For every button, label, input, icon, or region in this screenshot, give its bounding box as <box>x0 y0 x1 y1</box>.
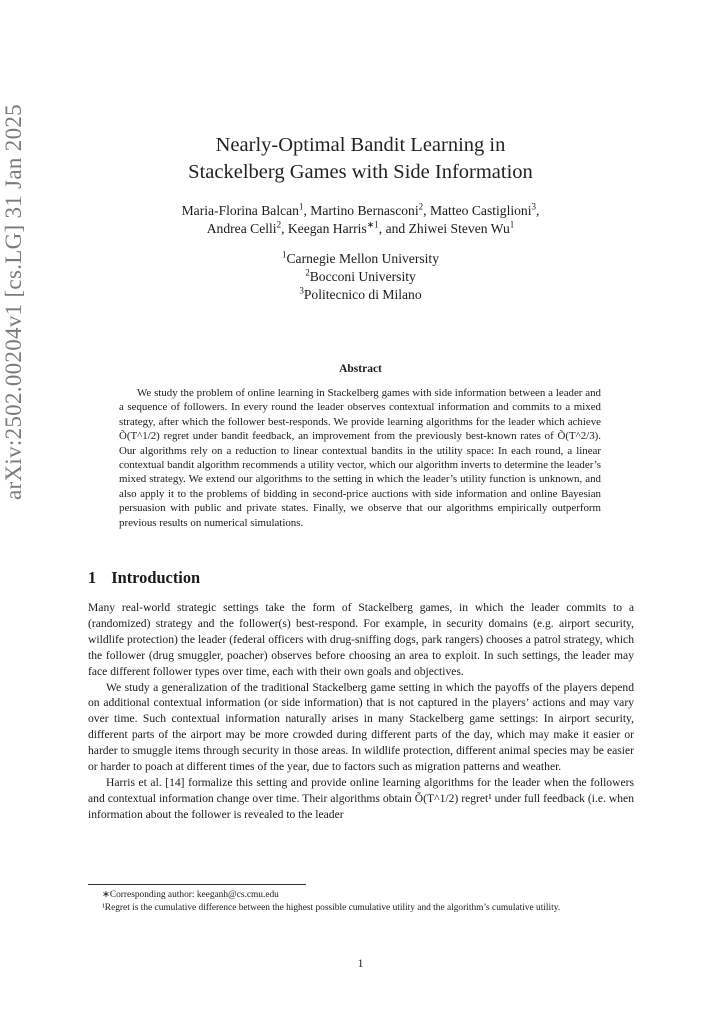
title-line-1: Nearly-Optimal Bandit Learning in <box>215 134 506 156</box>
paragraph: We study a generalization of the traditional Stackelberg game setting in which the payoffs of the players depend on additional contextual information (or side information) that is not captured in the players’ actions and may vary over time. Such contextual information naturally arises in many Stackelberg game settings: In airport security, different parts of the airport may be more crowded during different parts of the day, which may make it easier or harder to smuggle items through security in those areas. In wildlife protection, different animal species may be easier or harder to poach at different times of the year, due to factors such as migration patterns and weather. <box>88 680 634 774</box>
author-line-1: Maria-Florina Balcan$^1$, Martino Bernasconi$^2$, Matteo Castiglioni$^3$, <box>181 201 540 218</box>
author-name: Maria-Florina Balcan <box>181 203 299 218</box>
arxiv-identifier: arXiv:2502.00204v1 [cs.LG] 31 Jan 2025 <box>1 104 26 500</box>
affiliations <box>0 250 721 304</box>
author-name: Martino Bernasconi <box>310 203 419 218</box>
footnote-rule <box>88 884 306 885</box>
section-heading <box>88 568 200 588</box>
title-line-2: Stackelberg Games with Side Information <box>188 161 533 183</box>
section-title: Introduction <box>111 568 201 587</box>
section-body <box>88 600 634 823</box>
section-number: 1 <box>88 568 97 587</box>
author-name: Andrea Celli <box>206 221 277 236</box>
paragraph: Many real-world strategic settings take the form of Stackelberg games, in which the leader commits to a (randomized) strategy and the follower(s) best-respond. For example, in security domains (e.g. airport security, wildlife protection) the leader (federal officers with drug-sniffing dogs, park rangers) chooses a patrol strategy, which the follower (drug smuggler, poacher) observes before choosing an area to exploit. In such settings, the leader may face different follower types over time, each with their own goals and objectives. <box>88 601 634 678</box>
author-name: Zhiwei Steven Wu <box>408 221 510 236</box>
paper-title <box>0 132 721 186</box>
affiliation: $^1$Carnegie Mellon University <box>281 249 440 266</box>
page-number: 1 <box>357 957 364 970</box>
footnote: ¹Regret is the cumulative difference between the highest possible cumulative utility and the algorithm’s cumulative utility. <box>102 902 561 913</box>
author-line-2: Andrea Celli$^2$, Keegan Harris$^{∗1}$, and Zhiwei Steven Wu$^1$ <box>206 219 515 236</box>
paragraph: Harris et al. [14] formalize this setting and provide online learning algorithms for the leader when the followers and contextual information change over time. Their algorithms obtain Õ(T^1/2) regret¹ under full feedback (i.e. when information about the follower is revealed to the leader <box>88 775 634 821</box>
author-name: Matteo Castiglioni <box>429 203 532 218</box>
affiliation: $^3$Politecnico di Milano <box>299 285 422 302</box>
abstract-body: We study the problem of online learning in Stackelberg games with side information between a leader and a sequence of followers. In every round the leader observes contextual information and commits to a mixed strategy, after which the follower best-responds. We provide learning algorithms for the leader which achieve Õ(T^1/2) regret under bandit feedback, an improvement from the previously best-known rates of Õ(T^2/3). Our algorithms rely on a reduction to linear contextual bandits in the utility space: In each round, a linear contextual bandit algorithm recommends a utility vector, which our algorithm inverts to determine the leader’s mixed strategy. We extend our algorithms to the setting in which the leader’s utility function is unknown, and also apply it to the problems of bidding in second-price auctions with side information and online Bayesian persuasion with public and private states. Finally, we observe that our algorithms empirically outperform previous results on numerical simulations. <box>119 387 601 529</box>
author-list <box>0 202 721 238</box>
abstract-heading: Abstract <box>339 363 382 375</box>
footnote: ∗Corresponding author: keeganh@cs.cmu.edu <box>102 890 279 900</box>
footnotes <box>88 889 634 914</box>
affiliation: $^2$Bocconi University <box>305 267 416 284</box>
author-name: Keegan Harris <box>287 221 367 236</box>
